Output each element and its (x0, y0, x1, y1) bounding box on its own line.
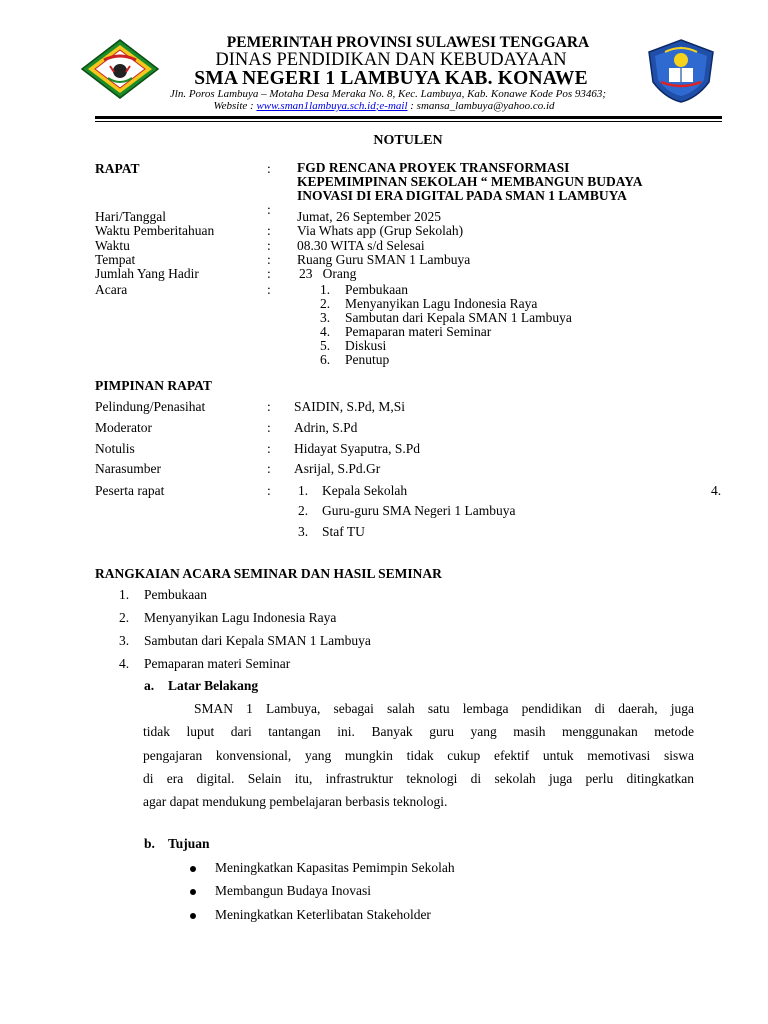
pimpinan-value-moderator: Adrin, S.Pd (294, 420, 358, 435)
pimpinan-colon: : (267, 441, 271, 456)
peserta-item: Staf TU (322, 524, 365, 539)
peserta-item: Guru-guru SMA Negeri 1 Lambuya (322, 503, 516, 518)
tujuan-item: Meningkatkan Keterlibatan Stakeholder (215, 907, 431, 922)
meta-value-pemberitahuan: Via Whats app (Grup Sekolah) (297, 223, 464, 238)
meta-label-pemberitahuan: Waktu Pemberitahuan (95, 223, 215, 238)
rangkaian-item: Sambutan dari Kepala SMAN 1 Lambuya (144, 633, 371, 648)
pimpinan-colon: : (267, 399, 271, 414)
meta-value-hari: Jumat, 26 September 2025 (297, 209, 441, 224)
rapat-title-line: FGD RENCANA PROYEK TRANSFORMASI (297, 160, 570, 175)
meta-label-hari: Hari/Tanggal (95, 209, 167, 224)
paragraph-line: tidak luput dari tantangan ini. Banyak guru yang masih menggunakan metode (143, 724, 694, 740)
pimpinan-value-pelindung: SAIDIN, S.Pd, M,Si (294, 399, 406, 414)
pimpinan-label-pelindung: Pelindung/Penasihat (95, 399, 206, 414)
rangkaian-num: 2. (119, 610, 130, 625)
paragraph-line: di era digital. Selain itu, infrastruktur teknologi di sekolah juga perlu ditingkatkan (143, 770, 694, 786)
peserta-stray-num: 4. (711, 483, 722, 498)
website-label: Website : (213, 100, 257, 112)
meta-value-jumlah: 23 Orang (299, 266, 357, 281)
pimpinan-value-narasumber: Asrijal, S.Pd.Gr (294, 461, 381, 476)
subsection-b-num: b. (144, 836, 155, 851)
header-rule-thick (95, 116, 722, 119)
pimpinan-value-notulis: Hidayat Syaputra, S.Pd (294, 441, 420, 456)
meta-colon: : (267, 252, 271, 267)
rapat-colon: : (267, 161, 271, 176)
paragraph-line: SMAN 1 Lambuya, sebagai salah satu lembaga pendidikan di daerah, juga (194, 701, 694, 716)
meta-label-jumlah: Jumlah Yang Hadir (95, 266, 199, 281)
acara-item: Diskusi (345, 338, 387, 353)
meta-value-tempat: Ruang Guru SMAN 1 Lambuya (297, 252, 471, 267)
rangkaian-heading: RANGKAIAN ACARA SEMINAR DAN HASIL SEMINAR (95, 566, 442, 581)
pimpinan-label-notulis: Notulis (95, 441, 135, 456)
subsection-a-num: a. (144, 678, 155, 693)
bullet-icon (190, 866, 196, 872)
acara-num: 6. (320, 352, 331, 367)
acara-item: Menyanyikan Lagu Indonesia Raya (345, 296, 538, 311)
acara-item: Penutup (345, 352, 390, 367)
acara-item: Pemaparan materi Seminar (345, 324, 492, 339)
header-rule-thin (95, 121, 722, 122)
header-address: Jln. Poros Lambuya – Motaha Desa Meraka No. 8, Kec. Lambuya, Kab. Konawe Kode Pos 93463; (169, 88, 607, 100)
rapat-title (297, 161, 643, 203)
meta-colon: : (267, 238, 271, 253)
header-department-line: DINAS PENDIDIKAN DAN KEBUDAYAAN (215, 50, 567, 70)
email-address: : smansa_lambuya@yahoo.co.id (407, 100, 555, 112)
tujuan-item: Membangun Budaya Inovasi (215, 883, 371, 898)
peserta-num: 3. (298, 524, 309, 539)
peserta-item: Kepala Sekolah (322, 483, 408, 498)
rapat-title-line: KEPEMIMPINAN SEKOLAH “ MEMBANGUN BUDAYA (297, 174, 643, 189)
tujuan-item: Meningkatkan Kapasitas Pemimpin Sekolah (215, 860, 455, 875)
bullet-icon (190, 913, 196, 919)
meta-label-tempat: Tempat (95, 252, 136, 267)
pimpinan-label-moderator: Moderator (95, 420, 152, 435)
pimpinan-colon: : (267, 461, 271, 476)
rangkaian-item: Pembukaan (144, 587, 207, 602)
pimpinan-label-narasumber: Narasumber (95, 461, 161, 476)
bullet-icon (190, 889, 196, 895)
meta-value-waktu: 08.30 WITA s/d Selesai (297, 238, 425, 253)
meta-label-acara: Acara (95, 282, 128, 297)
rangkaian-num: 3. (119, 633, 130, 648)
acara-num: 2. (320, 296, 331, 311)
acara-num: 4. (320, 324, 331, 339)
header-contact (0, 100, 768, 112)
stray-colon: : (267, 202, 271, 217)
meta-colon: : (267, 266, 271, 281)
latar-belakang-paragraph (143, 697, 694, 813)
meta-colon: : (267, 223, 271, 238)
subsection-a-title: Latar Belakang (168, 678, 259, 693)
rangkaian-num: 1. (119, 587, 130, 602)
rangkaian-num: 4. (119, 656, 130, 671)
pimpinan-colon: : (267, 483, 271, 498)
paragraph-line: pengajaran konvensional, yang mungkin tidak cukup efektif untuk memotivasi siswa (143, 747, 694, 763)
meta-colon: : (267, 282, 271, 297)
acara-num: 1. (320, 282, 331, 297)
website-link[interactable]: www.sman1lambuya.sch.id (256, 100, 376, 112)
acara-item: Pembukaan (345, 282, 408, 297)
peserta-num: 1. (298, 483, 309, 498)
acara-item: Sambutan dari Kepala SMAN 1 Lambuya (345, 310, 572, 325)
header-school-name: SMA NEGERI 1 LAMBUYA KAB. KONAWE (194, 68, 588, 89)
peserta-num: 2. (298, 503, 309, 518)
paragraph-line: agar dapat mendukung pembelajaran berbasis teknologi. (143, 794, 448, 810)
rangkaian-item: Menyanyikan Lagu Indonesia Raya (144, 610, 337, 625)
document-title: NOTULEN (373, 133, 443, 148)
email-label[interactable]: ;e-mail (375, 100, 408, 112)
pimpinan-colon: : (267, 420, 271, 435)
subsection-b-title: Tujuan (168, 836, 210, 851)
rapat-title-line: INOVASI DI ERA DIGITAL PADA SMAN 1 LAMBUYA (297, 188, 627, 203)
acara-num: 5. (320, 338, 331, 353)
pimpinan-heading: PIMPINAN RAPAT (95, 378, 212, 393)
header-government-line: PEMERINTAH PROVINSI SULAWESI TENGGARA (226, 34, 590, 51)
rangkaian-item: Pemaparan materi Seminar (144, 656, 291, 671)
meta-label-waktu: Waktu (95, 238, 130, 253)
rapat-label: RAPAT (95, 161, 140, 176)
acara-num: 3. (320, 310, 331, 325)
pimpinan-label-peserta: Peserta rapat (95, 483, 165, 498)
